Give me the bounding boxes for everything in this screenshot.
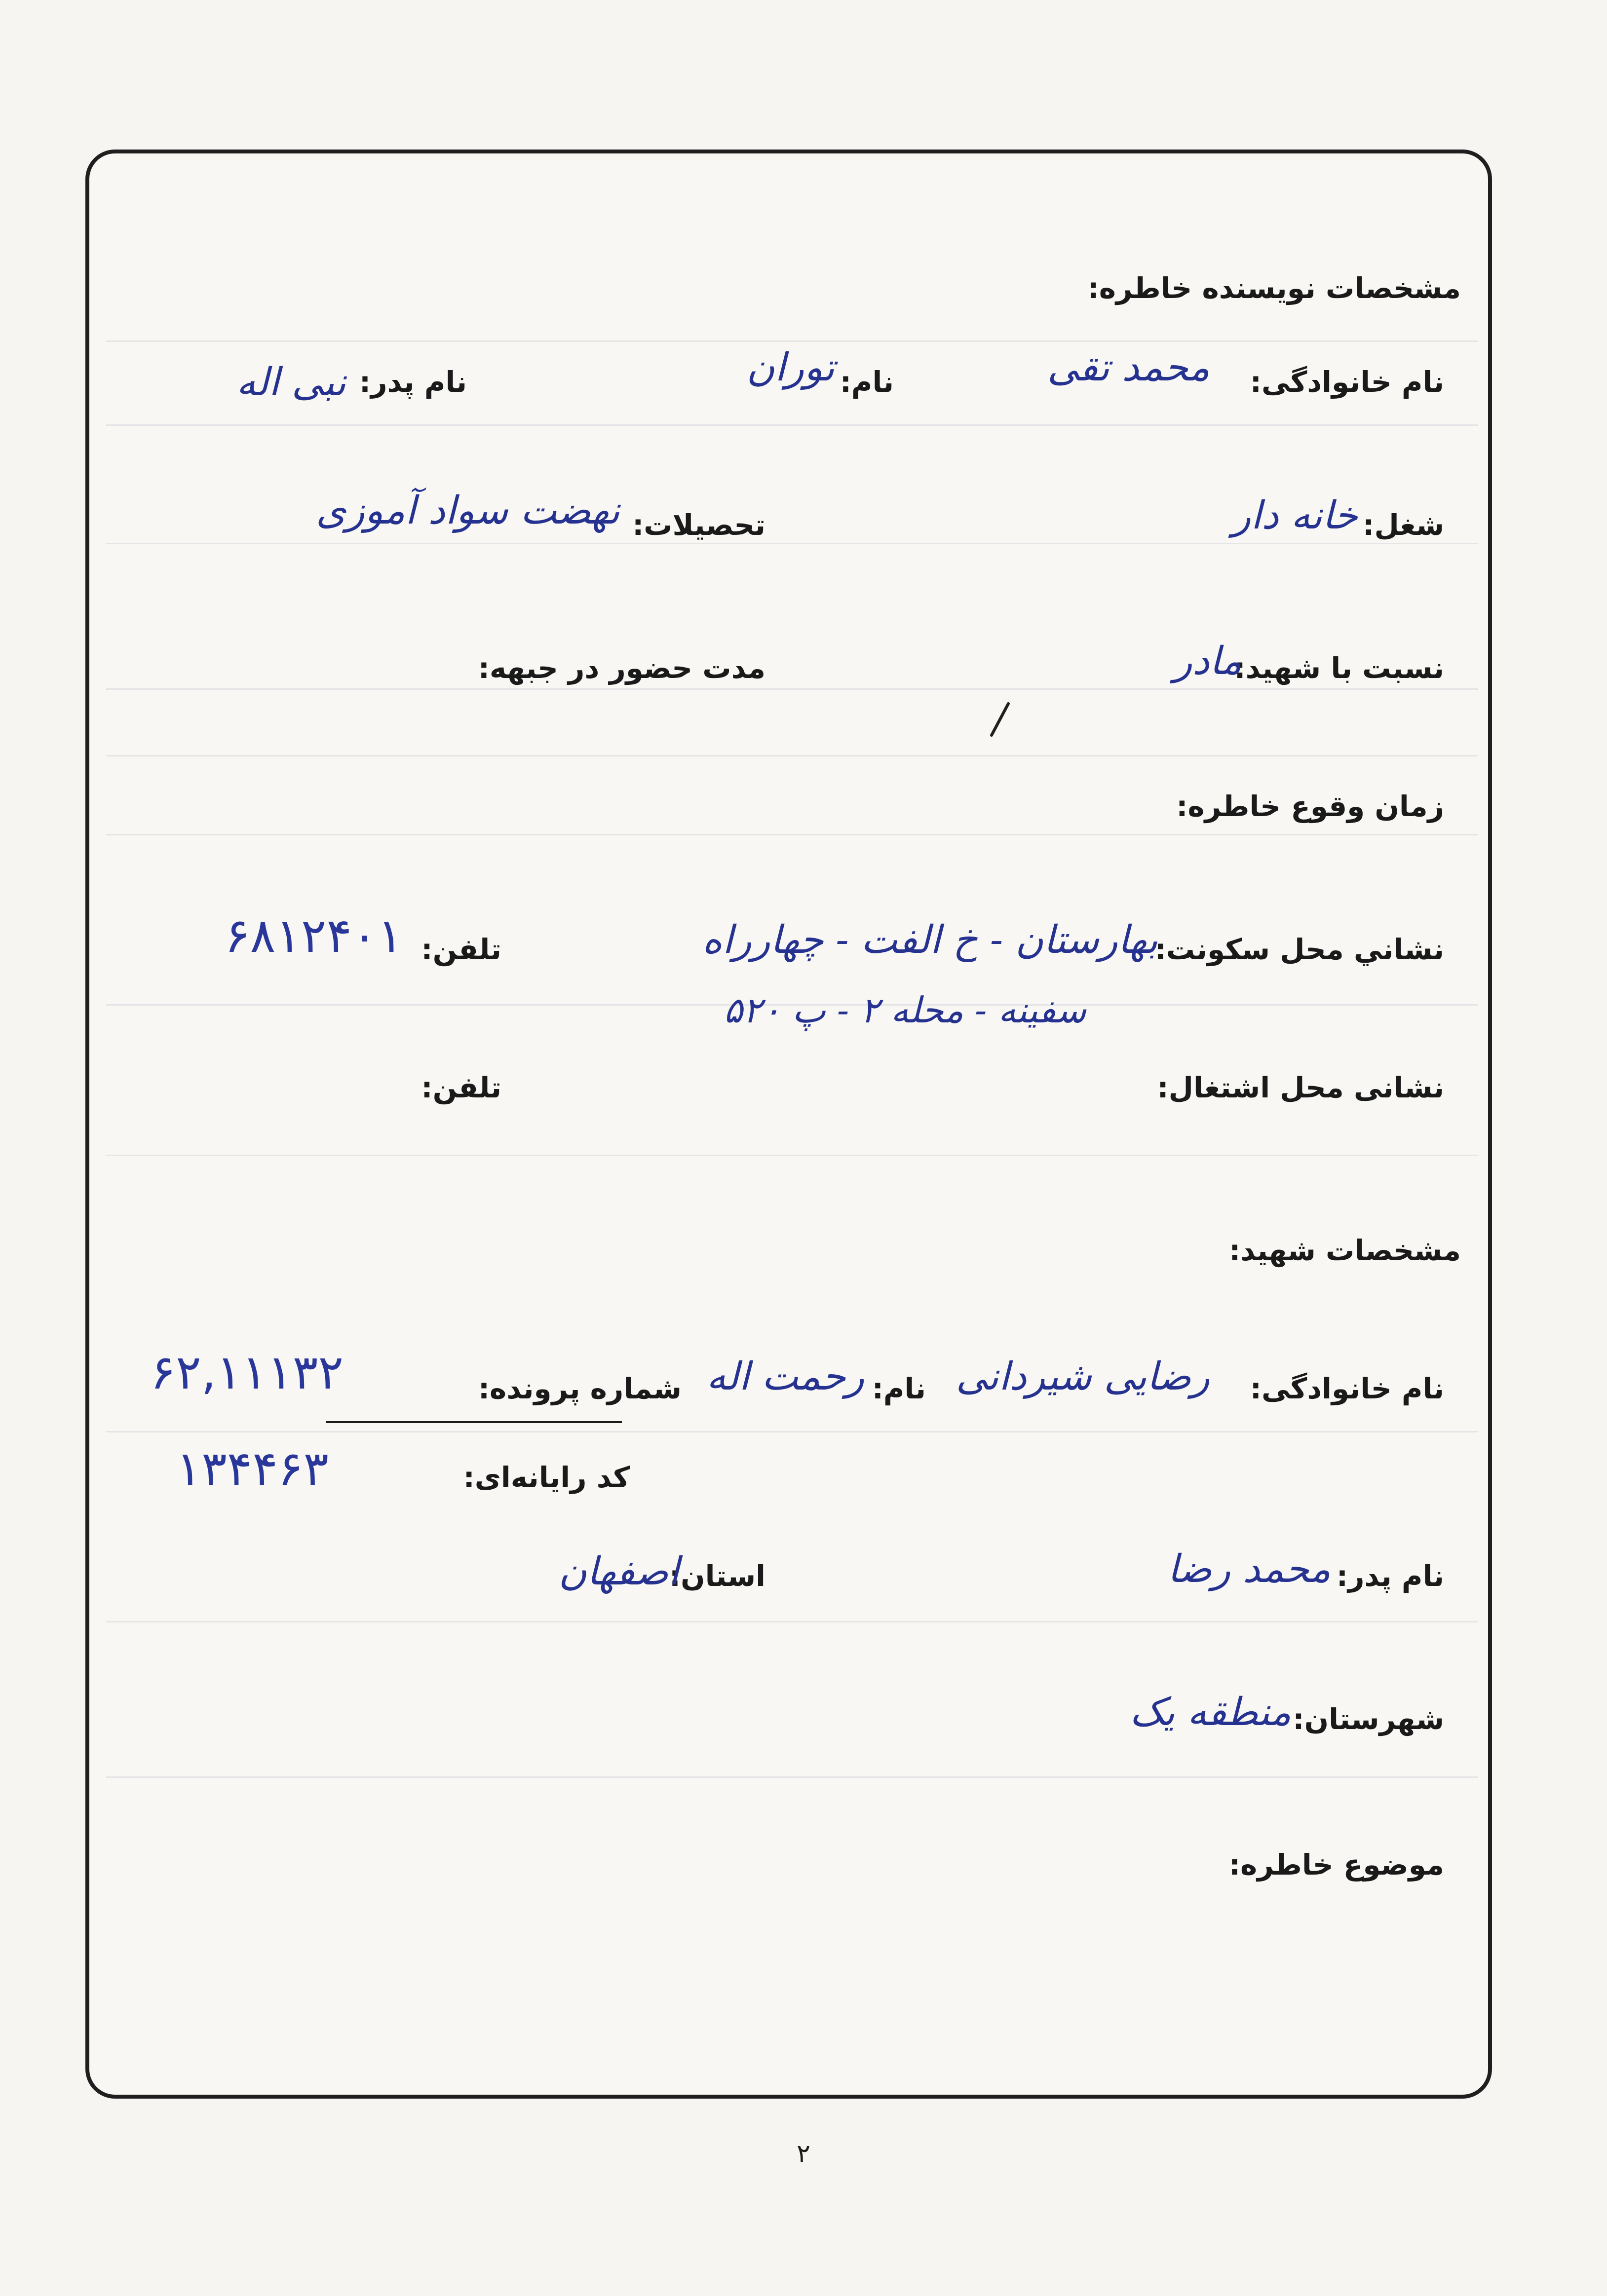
- pen-stroke-mark: [985, 701, 1014, 740]
- martyr-family-name-value: رضایی شیردانی: [956, 1355, 1210, 1399]
- author-education-value: نهضت سواد آموزی: [315, 489, 620, 533]
- martyr-father-name-label: نام پدر:: [1336, 1559, 1444, 1593]
- author-section-heading: مشخصات نویسنده خاطره:: [1087, 271, 1461, 305]
- martyr-first-name-value: رحمت اله: [706, 1355, 864, 1399]
- author-job-value: خانه دار: [1232, 493, 1358, 538]
- author-phone-value: ۶۸۱۲۴۰۱: [225, 908, 403, 963]
- author-relation-value: مادر: [1174, 639, 1242, 683]
- author-job-label: شغل:: [1363, 508, 1444, 542]
- martyr-father-name-value: محمد رضا: [1167, 1547, 1331, 1591]
- martyr-computer-code-value: ۱۳۴۴۶۳: [176, 1441, 329, 1496]
- author-memory-time-label: زمان وقوع خاطره:: [1176, 790, 1444, 823]
- martyr-province-value: اصفهان: [558, 1549, 679, 1594]
- author-father-name-value: نبی اله: [236, 360, 346, 405]
- author-first-name-value: توران: [746, 345, 835, 390]
- author-relation-label: نسبت با شهید:: [1234, 651, 1444, 685]
- author-front-duration-label: مدت حضور در جبهه:: [478, 651, 765, 685]
- guide-line: [106, 1621, 1478, 1622]
- guide-line: [106, 1776, 1478, 1778]
- martyr-memory-subject-label: موضوع خاطره:: [1228, 1848, 1444, 1882]
- guide-line: [106, 1155, 1478, 1156]
- author-work-phone-label: تلفن:: [421, 1071, 501, 1104]
- file-number-underline: [326, 1421, 622, 1423]
- guide-line: [106, 688, 1478, 690]
- martyr-county-label: شهرستان:: [1293, 1702, 1444, 1736]
- author-family-name-label: نام خانوادگی:: [1250, 365, 1444, 399]
- guide-line: [106, 834, 1478, 835]
- martyr-section-heading: مشخصات شهید:: [1229, 1234, 1461, 1267]
- guide-line: [106, 340, 1478, 342]
- author-first-name-label: نام:: [840, 365, 894, 399]
- author-phone-label: تلفن:: [421, 933, 501, 966]
- martyr-file-number-value: ۶۲,۱۱۱۳۲: [150, 1345, 344, 1400]
- martyr-province-label: استان:: [669, 1559, 765, 1593]
- author-work-address-label: نشانی محل اشتغال:: [1157, 1071, 1444, 1104]
- guide-line: [106, 424, 1478, 426]
- page-number: ۲: [797, 2139, 810, 2169]
- form-frame: [85, 150, 1492, 2099]
- author-family-name-value: محمد تقی: [1047, 345, 1210, 390]
- author-residence-label: نشاني محل سکونت:: [1154, 933, 1444, 966]
- martyr-computer-code-label: کد رایانه‌ای:: [463, 1461, 630, 1494]
- author-residence-value-line2: سفینه - محله ۲ - پ ۵۲۰: [724, 989, 1086, 1031]
- author-father-name-label: نام پدر:: [359, 365, 467, 399]
- martyr-family-name-label: نام خانوادگی:: [1250, 1372, 1444, 1405]
- author-residence-value-line1: بهارستان - خ الفت - چهارراه: [702, 918, 1158, 962]
- guide-line: [106, 1431, 1478, 1432]
- martyr-file-number-label: شماره پرونده:: [478, 1372, 682, 1405]
- martyr-first-name-label: نام:: [872, 1372, 926, 1405]
- guide-line: [106, 755, 1478, 756]
- martyr-county-value: منطقه یک: [1130, 1690, 1291, 1734]
- author-education-label: تحصیلات:: [632, 508, 765, 542]
- guide-line: [106, 543, 1478, 544]
